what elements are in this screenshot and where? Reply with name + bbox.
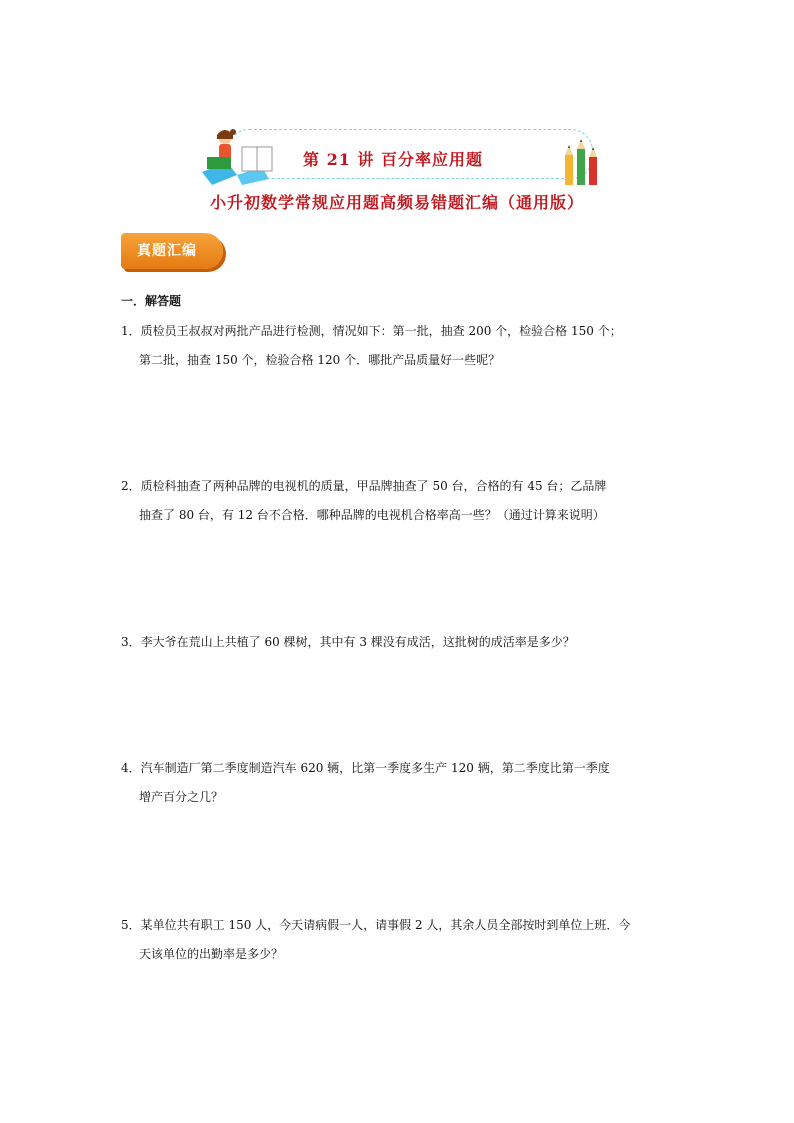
question-5-line-1: 5．某单位共有职工 150 人，今天请病假一人，请事假 2 人，其余人员全部按时到单位上班．今	[121, 918, 631, 932]
banner-title: 第 21 讲 百分率应用题	[303, 150, 483, 169]
section-badge: 真题汇编	[121, 233, 223, 269]
question-4-line-1: 4．汽车制造厂第二季度制造汽车 620 辆，比第一季度多生产 120 辆，第二季度比第一季度	[121, 761, 610, 775]
document-subtitle: 小升初数学常规应用题高频易错题汇编（通用版）	[209, 193, 584, 212]
question-3-line-1: 3．李大爷在荒山上共植了 60 棵树，其中有 3 棵没有成活，这批树的成活率是多少？	[121, 635, 575, 649]
question-2-line-2: 抽查了 80 台，有 12 台不合格．哪种品牌的电视机合格率高一些？（通过计算来说明）	[139, 508, 605, 522]
girl-reading-book-icon	[197, 127, 287, 187]
title-banner	[197, 127, 609, 187]
question-2	[121, 472, 691, 530]
question-1-line-1: 1．质检员王叔叔对两批产品进行检测，情况如下：第一批，抽查 200 个，检验合格 150 个；	[121, 324, 622, 338]
question-4	[121, 754, 691, 812]
pencils-icon	[559, 135, 605, 187]
question-5	[121, 911, 691, 969]
section-heading: 一．解答题	[121, 294, 182, 308]
question-2-line-1: 2．质检科抽查了两种品牌的电视机的质量，甲品牌抽查了 50 台，合格的有 45 台；乙品牌	[121, 479, 607, 493]
question-1-line-2: 第二批，抽查 150 个，检验合格 120 个．哪批产品质量好一些呢？	[139, 353, 501, 367]
question-1	[121, 317, 691, 375]
question-5-line-2: 天该单位的出勤率是多少？	[139, 947, 284, 961]
question-4-line-2: 增产百分之几？	[139, 790, 224, 804]
question-3	[121, 628, 691, 657]
